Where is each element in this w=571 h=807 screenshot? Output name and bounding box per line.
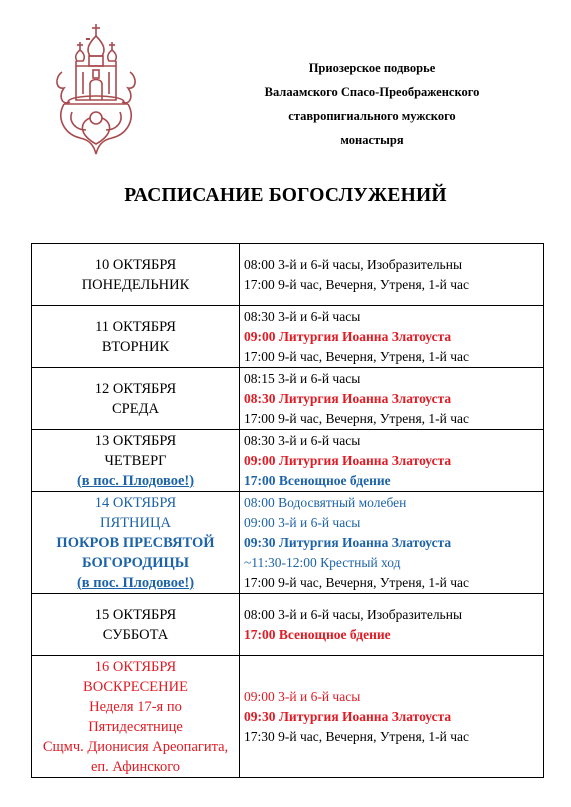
service-item-highlight: 09:00 Литургия Иоанна Златоуста (244, 328, 452, 344)
service-item-highlight: 09:30 Литургия Иоанна Златоуста (244, 708, 452, 724)
feast-name: БОГОРОДИЦЫ (81, 554, 189, 571)
location-note: (в пос. Плодовое!) (76, 574, 195, 591)
service-item: 08:30 3-й и 6-й часы (244, 432, 361, 448)
services-cell (240, 492, 544, 594)
day-cell (32, 656, 240, 778)
day-cell (32, 594, 240, 656)
services-cell (240, 244, 544, 306)
schedule-table (31, 243, 544, 778)
service-item: 17:00 9-й час, Вечерня, Утреня, 1-й час (244, 574, 470, 590)
table-row (32, 368, 544, 430)
monastery-logo-icon (50, 22, 142, 158)
service-item: 08:00 Водосвятный молебен (244, 494, 407, 510)
org-line: монастыря (340, 133, 404, 147)
table-row (32, 430, 544, 492)
table-row (32, 656, 544, 778)
services-cell (240, 656, 544, 778)
weekday-label: ПЯТНИЦА (100, 514, 171, 531)
weekday-label: СРЕДА (112, 400, 159, 417)
day-cell (32, 492, 240, 594)
service-item: ~11:30-12:00 Крестный ход (244, 554, 401, 570)
organization-name (222, 56, 522, 152)
org-line: Приозерское подворье (308, 61, 436, 75)
org-line: ставропигиального мужского (288, 109, 456, 123)
date-label: 15 ОКТЯБРЯ (94, 606, 177, 623)
service-item: 08:30 3-й и 6-й часы (244, 308, 361, 324)
service-item: 09:00 3-й и 6-й часы (244, 514, 361, 530)
services-cell (240, 306, 544, 368)
service-item: 08:00 3-й и 6-й часы, Изобразительны (244, 606, 463, 622)
table-row (32, 594, 544, 656)
service-item: 17:00 9-й час, Вечерня, Утреня, 1-й час (244, 410, 470, 426)
table-row (32, 492, 544, 594)
feast-name: ПОКРОВ ПРЕСВЯТОЙ (56, 534, 215, 551)
location-note: (в пос. Плодовое!) (76, 472, 195, 489)
service-item-highlight: 09:00 Литургия Иоанна Златоуста (244, 452, 452, 468)
table-row (32, 244, 544, 306)
service-item: 08:15 3-й и 6-й часы (244, 370, 361, 386)
service-item: 17:00 9-й час, Вечерня, Утреня, 1-й час (244, 276, 470, 292)
weekday-label: ПОНЕДЕЛЬНИК (81, 276, 190, 293)
service-item-highlight: 08:30 Литургия Иоанна Златоуста (244, 390, 452, 406)
date-label: 16 ОКТЯБРЯ (94, 658, 177, 675)
weekday-label: ВОСКРЕСЕНИЕ (83, 678, 188, 695)
day-cell (32, 368, 240, 430)
service-item: 08:00 3-й и 6-й часы, Изобразительны (244, 256, 463, 272)
page-title: РАСПИСАНИЕ БОГОСЛУЖЕНИЙ (124, 185, 447, 206)
service-item-highlight: 17:00 Всенощное бдение (244, 472, 391, 488)
sunday-note: Неделя 17-я по (89, 698, 182, 715)
day-cell (32, 430, 240, 492)
service-item-highlight: 09:30 Литургия Иоанна Златоуста (244, 534, 452, 550)
date-label: 14 ОКТЯБРЯ (94, 494, 177, 511)
service-item-highlight: 17:00 Всенощное бдение (244, 626, 391, 642)
service-item: 17:30 9-й час, Вечерня, Утреня, 1-й час (244, 728, 470, 744)
date-label: 10 ОКТЯБРЯ (94, 256, 177, 273)
table-row (32, 306, 544, 368)
saint-name: еп. Афинского (90, 758, 181, 775)
services-cell (240, 594, 544, 656)
weekday-label: ВТОРНИК (101, 338, 170, 355)
service-item: 17:00 9-й час, Вечерня, Утреня, 1-й час (244, 348, 470, 364)
services-cell (240, 368, 544, 430)
services-cell (240, 430, 544, 492)
service-item: 09:00 3-й и 6-й часы (244, 688, 361, 704)
weekday-label: ЧЕТВЕРГ (104, 452, 167, 469)
org-line: Валаамского Спасо-Преображенского (264, 85, 480, 99)
date-label: 12 ОКТЯБРЯ (94, 380, 177, 397)
sunday-note: Пятидесятнице (88, 718, 183, 735)
saint-name: Сщмч. Дионисия Ареопагита, (42, 738, 229, 755)
day-cell (32, 306, 240, 368)
weekday-label: СУББОТА (102, 626, 169, 643)
date-label: 13 ОКТЯБРЯ (94, 432, 177, 449)
day-cell (32, 244, 240, 306)
date-label: 11 ОКТЯБРЯ (95, 318, 176, 335)
